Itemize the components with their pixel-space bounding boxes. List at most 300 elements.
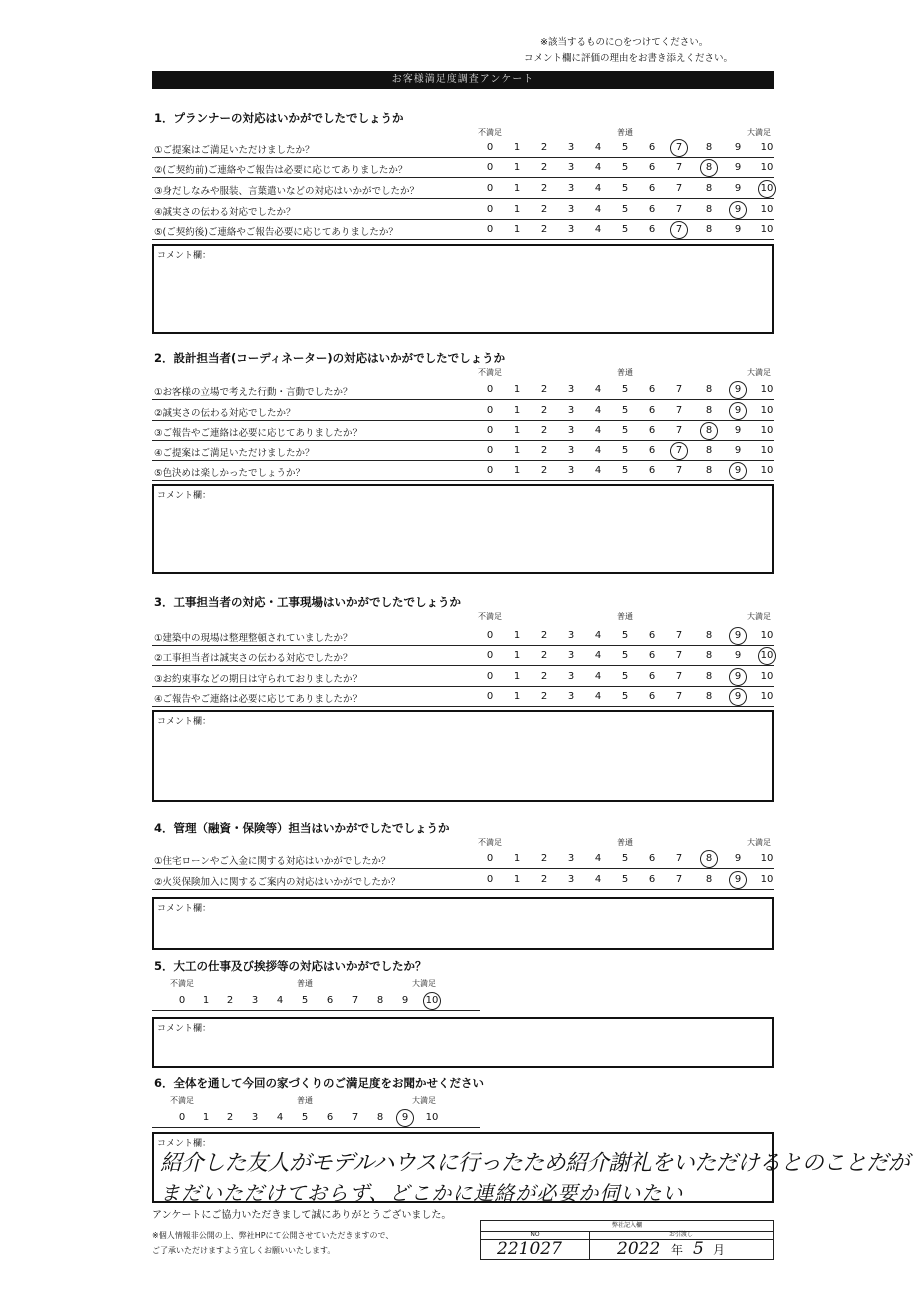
rating-option-7[interactable]: 7 bbox=[675, 204, 683, 215]
rating-option-4[interactable]: 4 bbox=[594, 691, 602, 702]
rating-option-9[interactable]: 9 bbox=[734, 384, 742, 395]
rating-option-0[interactable]: 0 bbox=[486, 384, 494, 395]
rating-option-5[interactable]: 5 bbox=[621, 691, 629, 702]
rating-option-8[interactable]: 8 bbox=[705, 224, 713, 235]
rating-option-4[interactable]: 4 bbox=[594, 465, 602, 476]
rating-option-3[interactable]: 3 bbox=[567, 691, 575, 702]
rating-option-10[interactable]: 10 bbox=[425, 995, 439, 1006]
section-2-comment-box[interactable] bbox=[152, 484, 774, 574]
rating-option-5[interactable]: 5 bbox=[301, 1112, 309, 1123]
rating-option-6[interactable]: 6 bbox=[326, 995, 334, 1006]
scale-high-label: 大満足 bbox=[747, 838, 771, 847]
scale-low-label: 不満足 bbox=[478, 368, 502, 377]
rating-option-2[interactable]: 2 bbox=[540, 465, 548, 476]
rating-option-2[interactable]: 2 bbox=[540, 204, 548, 215]
rating-option-8[interactable]: 8 bbox=[705, 162, 713, 173]
section-5-title: 5．大工の仕事及び挨拶等の対応はいかがでしたか？ bbox=[154, 959, 427, 973]
thanks-text: アンケートにご協力いただきまして誠にありがとうございました。 bbox=[152, 1210, 452, 1221]
rating-option-5[interactable]: 5 bbox=[621, 445, 629, 456]
scale-high-label: 大満足 bbox=[412, 979, 436, 988]
rating-option-0[interactable]: 0 bbox=[486, 183, 494, 194]
rating-option-5[interactable]: 5 bbox=[621, 384, 629, 395]
row-underline bbox=[152, 665, 774, 666]
rating-option-9[interactable]: 9 bbox=[734, 405, 742, 416]
section-5-comment-box[interactable] bbox=[152, 1017, 774, 1068]
rating-option-9[interactable]: 9 bbox=[734, 183, 742, 194]
rating-option-8[interactable]: 8 bbox=[705, 384, 713, 395]
rating-option-3[interactable]: 3 bbox=[567, 224, 575, 235]
rating-option-10[interactable]: 10 bbox=[760, 445, 774, 456]
comment-label: コメント欄： bbox=[157, 904, 212, 914]
rating-option-3[interactable]: 3 bbox=[567, 465, 575, 476]
rating-option-0[interactable]: 0 bbox=[486, 630, 494, 641]
rating-option-9[interactable]: 9 bbox=[734, 142, 742, 153]
row-underline bbox=[152, 239, 774, 240]
rating-option-10[interactable]: 10 bbox=[760, 874, 774, 885]
rating-option-10[interactable]: 10 bbox=[760, 425, 774, 436]
rating-option-0[interactable]: 0 bbox=[486, 142, 494, 153]
rating-option-9[interactable]: 9 bbox=[734, 204, 742, 215]
rating-option-6[interactable]: 6 bbox=[648, 465, 656, 476]
rating-option-8[interactable]: 8 bbox=[705, 671, 713, 682]
scale-mid-label: 普通 bbox=[617, 612, 633, 621]
rating-option-5[interactable]: 5 bbox=[621, 142, 629, 153]
selected-rating-circle bbox=[727, 400, 749, 422]
rating-option-0[interactable]: 0 bbox=[486, 204, 494, 215]
rating-option-10[interactable]: 10 bbox=[760, 162, 774, 173]
rating-option-8[interactable]: 8 bbox=[705, 853, 713, 864]
rating-option-1[interactable]: 1 bbox=[513, 650, 521, 661]
section-3-comment-box[interactable] bbox=[152, 710, 774, 802]
rating-option-7[interactable]: 7 bbox=[675, 650, 683, 661]
rating-option-3[interactable]: 3 bbox=[567, 142, 575, 153]
rating-option-3[interactable]: 3 bbox=[567, 853, 575, 864]
row-underline bbox=[152, 868, 774, 869]
rating-option-7[interactable]: 7 bbox=[675, 465, 683, 476]
comment-label: コメント欄： bbox=[157, 717, 212, 727]
rating-option-5[interactable]: 5 bbox=[621, 630, 629, 641]
office-box-month-unit: 月 bbox=[713, 1243, 726, 1257]
rating-option-4[interactable]: 4 bbox=[594, 671, 602, 682]
rating-option-6[interactable]: 6 bbox=[648, 405, 656, 416]
selected-rating-circle bbox=[668, 137, 690, 159]
rating-option-10[interactable]: 10 bbox=[760, 630, 774, 641]
question-label: ⑤(ご契約後)ご連絡やご報告必要に応じてありましたか？ bbox=[154, 227, 398, 238]
rating-option-7[interactable]: 7 bbox=[675, 405, 683, 416]
rating-option-1[interactable]: 1 bbox=[513, 465, 521, 476]
rating-option-8[interactable]: 8 bbox=[705, 183, 713, 194]
rating-option-10[interactable]: 10 bbox=[425, 1112, 439, 1123]
rating-option-10[interactable]: 10 bbox=[760, 142, 774, 153]
rating-option-4[interactable]: 4 bbox=[594, 142, 602, 153]
instruction-note-2: コメント欄に評価の理由をお書き添えください。 bbox=[524, 53, 734, 64]
office-box-no-header: NO bbox=[481, 1231, 590, 1240]
question-label: ③ご報告やご連絡は必要に応じてありましたか？ bbox=[154, 428, 363, 439]
rating-option-2[interactable]: 2 bbox=[540, 384, 548, 395]
rating-option-2[interactable]: 2 bbox=[540, 671, 548, 682]
question-label: ①お客様の立場で考えた行動・言動でしたか？ bbox=[154, 387, 353, 398]
scale-low-label: 不満足 bbox=[170, 1096, 194, 1105]
selected-rating-circle bbox=[727, 869, 749, 891]
rating-option-6[interactable]: 6 bbox=[648, 425, 656, 436]
rating-option-6[interactable]: 6 bbox=[648, 162, 656, 173]
rating-option-5[interactable]: 5 bbox=[621, 224, 629, 235]
scale-mid-label: 普通 bbox=[617, 368, 633, 377]
question-label: ②誠実さの伝わる対応でしたか？ bbox=[154, 408, 296, 419]
rating-option-0[interactable]: 0 bbox=[486, 224, 494, 235]
instruction-note-1: ※該当するものに○をつけてください。 bbox=[540, 37, 709, 48]
rating-option-2[interactable]: 2 bbox=[540, 445, 548, 456]
question-label: ⑤色決めは楽しかったでしょうか？ bbox=[154, 468, 306, 479]
rating-option-3[interactable]: 3 bbox=[567, 384, 575, 395]
rating-option-10[interactable]: 10 bbox=[760, 384, 774, 395]
rating-option-4[interactable]: 4 bbox=[594, 445, 602, 456]
scale-mid-label: 普通 bbox=[617, 128, 633, 137]
rating-option-4[interactable]: 4 bbox=[594, 162, 602, 173]
rating-option-1[interactable]: 1 bbox=[513, 162, 521, 173]
question-label: ②火災保険加入に関するご案内の対応はいかがでしたか？ bbox=[154, 877, 401, 888]
row-underline bbox=[152, 198, 774, 199]
rating-option-6[interactable]: 6 bbox=[648, 691, 656, 702]
row-underline bbox=[152, 219, 774, 220]
rating-option-7[interactable]: 7 bbox=[675, 445, 683, 456]
office-box-no-value: 221027 bbox=[497, 1239, 562, 1259]
rating-option-2[interactable]: 2 bbox=[540, 874, 548, 885]
scale-low-label: 不満足 bbox=[478, 128, 502, 137]
selected-rating-circle bbox=[698, 157, 720, 179]
row-underline bbox=[152, 460, 774, 461]
comment-label: コメント欄： bbox=[157, 251, 212, 261]
rating-option-7[interactable]: 7 bbox=[675, 874, 683, 885]
rating-option-3[interactable]: 3 bbox=[567, 183, 575, 194]
rating-option-2[interactable]: 2 bbox=[540, 630, 548, 641]
rating-option-6[interactable]: 6 bbox=[648, 650, 656, 661]
rating-option-10[interactable]: 10 bbox=[760, 183, 774, 194]
rating-option-8[interactable]: 8 bbox=[705, 874, 713, 885]
question-label: ③お約束事などの期日は守られておりましたか？ bbox=[154, 674, 363, 685]
rating-option-5[interactable]: 5 bbox=[301, 995, 309, 1006]
rating-option-8[interactable]: 8 bbox=[376, 1112, 384, 1123]
rating-option-10[interactable]: 10 bbox=[760, 650, 774, 661]
rating-option-9[interactable]: 9 bbox=[734, 874, 742, 885]
survey-banner: お客様満足度調査アンケート bbox=[152, 71, 774, 89]
rating-option-10[interactable]: 10 bbox=[760, 691, 774, 702]
rating-option-5[interactable]: 5 bbox=[621, 874, 629, 885]
question-label: ④ご提案はご満足いただけましたか？ bbox=[154, 448, 315, 459]
row-underline bbox=[152, 706, 774, 707]
selected-rating-circle bbox=[727, 379, 749, 401]
comment-label: コメント欄： bbox=[157, 1024, 212, 1034]
rating-option-1[interactable]: 1 bbox=[513, 691, 521, 702]
rating-option-3[interactable]: 3 bbox=[567, 162, 575, 173]
rating-option-8[interactable]: 8 bbox=[705, 142, 713, 153]
rating-option-7[interactable]: 7 bbox=[675, 425, 683, 436]
rating-option-7[interactable]: 7 bbox=[675, 162, 683, 173]
rating-option-7[interactable]: 7 bbox=[675, 142, 683, 153]
rating-option-2[interactable]: 2 bbox=[540, 691, 548, 702]
rating-option-3[interactable]: 3 bbox=[251, 1112, 259, 1123]
rating-option-3[interactable]: 3 bbox=[567, 650, 575, 661]
row-underline bbox=[152, 1127, 480, 1128]
rating-option-3[interactable]: 3 bbox=[567, 425, 575, 436]
selected-rating-circle bbox=[668, 219, 690, 241]
section-4-title: 4．管理（融資・保険等）担当はいかがでしたでしょうか bbox=[154, 821, 450, 835]
selected-rating-circle bbox=[727, 199, 749, 221]
office-box-divider bbox=[589, 1239, 590, 1259]
scale-high-label: 大満足 bbox=[747, 368, 771, 377]
rating-option-7[interactable]: 7 bbox=[675, 630, 683, 641]
rating-option-1[interactable]: 1 bbox=[513, 671, 521, 682]
selected-rating-circle bbox=[421, 990, 443, 1012]
rating-option-8[interactable]: 8 bbox=[376, 995, 384, 1006]
office-box-month: 5 bbox=[693, 1239, 704, 1259]
rating-option-5[interactable]: 5 bbox=[621, 162, 629, 173]
selected-rating-circle bbox=[394, 1107, 416, 1129]
rating-option-9[interactable]: 9 bbox=[734, 671, 742, 682]
question-label: ④ご報告やご連絡は必要に応じてありましたか？ bbox=[154, 694, 363, 705]
rating-option-1[interactable]: 1 bbox=[513, 630, 521, 641]
rating-option-8[interactable]: 8 bbox=[705, 650, 713, 661]
rating-option-10[interactable]: 10 bbox=[760, 405, 774, 416]
rating-option-0[interactable]: 0 bbox=[486, 874, 494, 885]
question-label: ④誠実さの伝わる対応でしたか？ bbox=[154, 207, 296, 218]
rating-option-2[interactable]: 2 bbox=[540, 650, 548, 661]
rating-option-9[interactable]: 9 bbox=[401, 995, 409, 1006]
rating-option-4[interactable]: 4 bbox=[594, 384, 602, 395]
rating-option-1[interactable]: 1 bbox=[202, 1112, 210, 1123]
rating-option-10[interactable]: 10 bbox=[760, 204, 774, 215]
rating-option-9[interactable]: 9 bbox=[401, 1112, 409, 1123]
scale-mid-label: 普通 bbox=[617, 838, 633, 847]
rating-option-1[interactable]: 1 bbox=[513, 142, 521, 153]
rating-option-9[interactable]: 9 bbox=[734, 445, 742, 456]
scale-low-label: 不満足 bbox=[478, 838, 502, 847]
rating-option-6[interactable]: 6 bbox=[648, 204, 656, 215]
office-box-delivery-header: お引渡し bbox=[589, 1231, 773, 1240]
handwritten-comment-line-1: 紹介した友人がモデルハウスに行ったため紹介謝礼をいただけるとのことだが bbox=[160, 1151, 910, 1176]
rating-option-7[interactable]: 7 bbox=[675, 183, 683, 194]
rating-option-0[interactable]: 0 bbox=[178, 995, 186, 1006]
scale-low-label: 不満足 bbox=[478, 612, 502, 621]
rating-option-1[interactable]: 1 bbox=[513, 204, 521, 215]
rating-option-6[interactable]: 6 bbox=[326, 1112, 334, 1123]
rating-option-10[interactable]: 10 bbox=[760, 671, 774, 682]
rating-option-3[interactable]: 3 bbox=[567, 630, 575, 641]
rating-option-5[interactable]: 5 bbox=[621, 650, 629, 661]
section-1-title: 1．プランナーの対応はいかがでしたでしょうか bbox=[154, 111, 404, 125]
rating-option-1[interactable]: 1 bbox=[513, 405, 521, 416]
rating-option-0[interactable]: 0 bbox=[486, 445, 494, 456]
selected-rating-circle bbox=[698, 420, 720, 442]
rating-option-4[interactable]: 4 bbox=[594, 650, 602, 661]
rating-option-4[interactable]: 4 bbox=[594, 204, 602, 215]
comment-label: コメント欄： bbox=[157, 1139, 212, 1149]
rating-option-4[interactable]: 4 bbox=[594, 874, 602, 885]
row-underline bbox=[152, 399, 774, 400]
selected-rating-circle bbox=[756, 645, 778, 667]
rating-option-1[interactable]: 1 bbox=[202, 995, 210, 1006]
rating-option-10[interactable]: 10 bbox=[760, 465, 774, 476]
rating-option-0[interactable]: 0 bbox=[486, 853, 494, 864]
rating-option-3[interactable]: 3 bbox=[567, 671, 575, 682]
rating-option-4[interactable]: 4 bbox=[594, 425, 602, 436]
rating-option-9[interactable]: 9 bbox=[734, 853, 742, 864]
rating-option-0[interactable]: 0 bbox=[486, 405, 494, 416]
rating-option-6[interactable]: 6 bbox=[648, 630, 656, 641]
rating-option-9[interactable]: 9 bbox=[734, 425, 742, 436]
rating-option-9[interactable]: 9 bbox=[734, 630, 742, 641]
rating-option-4[interactable]: 4 bbox=[594, 405, 602, 416]
selected-rating-circle bbox=[727, 666, 749, 688]
rating-option-9[interactable]: 9 bbox=[734, 465, 742, 476]
office-box-year-unit: 年 bbox=[671, 1243, 684, 1257]
rating-option-1[interactable]: 1 bbox=[513, 853, 521, 864]
office-use-box bbox=[480, 1220, 774, 1260]
question-label: ①ご提案はご満足いただけましたか？ bbox=[154, 145, 315, 156]
rating-option-5[interactable]: 5 bbox=[621, 465, 629, 476]
rating-option-0[interactable]: 0 bbox=[486, 650, 494, 661]
rating-option-4[interactable]: 4 bbox=[594, 183, 602, 194]
rating-option-5[interactable]: 5 bbox=[621, 405, 629, 416]
rating-option-4[interactable]: 4 bbox=[276, 995, 284, 1006]
rating-option-8[interactable]: 8 bbox=[705, 204, 713, 215]
rating-option-9[interactable]: 9 bbox=[734, 224, 742, 235]
rating-option-2[interactable]: 2 bbox=[226, 995, 234, 1006]
rating-option-6[interactable]: 6 bbox=[648, 671, 656, 682]
rating-option-0[interactable]: 0 bbox=[486, 162, 494, 173]
scale-high-label: 大満足 bbox=[747, 128, 771, 137]
rating-option-2[interactable]: 2 bbox=[540, 142, 548, 153]
rating-option-0[interactable]: 0 bbox=[178, 1112, 186, 1123]
row-underline bbox=[152, 686, 774, 687]
handwritten-comment-line-2: まだいただけておらず、どこかに連絡が必要か伺いたい bbox=[160, 1181, 684, 1205]
privacy-note-2: ご了承いただけますよう宜しくお願いいたします。 bbox=[152, 1246, 336, 1255]
rating-option-7[interactable]: 7 bbox=[675, 853, 683, 864]
rating-option-4[interactable]: 4 bbox=[594, 224, 602, 235]
question-label: ②(ご契約前)ご連絡やご報告は必要に応じてありましたか？ bbox=[154, 165, 408, 176]
rating-option-2[interactable]: 2 bbox=[540, 224, 548, 235]
question-label: ①建築中の現場は整理整頓されていましたか？ bbox=[154, 633, 353, 644]
section-2-title: 2．設計担当者(コーディネーター)の対応はいかがでしたでしょうか bbox=[154, 351, 506, 365]
selected-rating-circle bbox=[727, 625, 749, 647]
question-label: ③身だしなみや服装、言葉遣いなどの対応はいかがでしたか？ bbox=[154, 186, 420, 197]
rating-option-8[interactable]: 8 bbox=[705, 630, 713, 641]
rating-option-2[interactable]: 2 bbox=[540, 183, 548, 194]
rating-option-9[interactable]: 9 bbox=[734, 691, 742, 702]
selected-rating-circle bbox=[727, 686, 749, 708]
office-box-title: 弊社記入欄 bbox=[481, 1221, 773, 1232]
rating-option-8[interactable]: 8 bbox=[705, 691, 713, 702]
selected-rating-circle bbox=[668, 440, 690, 462]
rating-option-7[interactable]: 7 bbox=[351, 995, 359, 1006]
rating-option-6[interactable]: 6 bbox=[648, 384, 656, 395]
rating-option-5[interactable]: 5 bbox=[621, 853, 629, 864]
rating-option-6[interactable]: 6 bbox=[648, 853, 656, 864]
rating-option-0[interactable]: 0 bbox=[486, 671, 494, 682]
comment-label: コメント欄： bbox=[157, 491, 212, 501]
question-label: ①住宅ローンやご入金に関する対応はいかがでしたか？ bbox=[154, 856, 391, 867]
rating-option-6[interactable]: 6 bbox=[648, 142, 656, 153]
privacy-note-1: ※個人情報非公開の上、弊社HPにて公開させていただきますので、 bbox=[152, 1231, 394, 1240]
rating-option-1[interactable]: 1 bbox=[513, 224, 521, 235]
rating-option-2[interactable]: 2 bbox=[540, 405, 548, 416]
rating-option-8[interactable]: 8 bbox=[705, 405, 713, 416]
rating-option-2[interactable]: 2 bbox=[540, 853, 548, 864]
rating-option-10[interactable]: 10 bbox=[760, 224, 774, 235]
row-underline bbox=[152, 889, 774, 890]
rating-option-0[interactable]: 0 bbox=[486, 465, 494, 476]
rating-option-7[interactable]: 7 bbox=[675, 671, 683, 682]
office-box-year: 2022 bbox=[617, 1239, 661, 1259]
rating-option-0[interactable]: 0 bbox=[486, 425, 494, 436]
rating-option-1[interactable]: 1 bbox=[513, 183, 521, 194]
rating-option-9[interactable]: 9 bbox=[734, 162, 742, 173]
rating-option-4[interactable]: 4 bbox=[594, 630, 602, 641]
scale-mid-label: 普通 bbox=[297, 1096, 313, 1105]
section-1-comment-box[interactable] bbox=[152, 244, 774, 334]
rating-option-3[interactable]: 3 bbox=[567, 405, 575, 416]
rating-option-5[interactable]: 5 bbox=[621, 425, 629, 436]
rating-option-3[interactable]: 3 bbox=[251, 995, 259, 1006]
rating-option-2[interactable]: 2 bbox=[226, 1112, 234, 1123]
rating-option-7[interactable]: 7 bbox=[675, 384, 683, 395]
row-underline bbox=[152, 480, 774, 481]
rating-option-9[interactable]: 9 bbox=[734, 650, 742, 661]
rating-option-8[interactable]: 8 bbox=[705, 425, 713, 436]
rating-option-6[interactable]: 6 bbox=[648, 183, 656, 194]
selected-rating-circle bbox=[698, 848, 720, 870]
rating-option-5[interactable]: 5 bbox=[621, 671, 629, 682]
rating-option-10[interactable]: 10 bbox=[760, 853, 774, 864]
scale-low-label: 不満足 bbox=[170, 979, 194, 988]
selected-rating-circle bbox=[756, 178, 778, 200]
rating-option-3[interactable]: 3 bbox=[567, 204, 575, 215]
rating-option-1[interactable]: 1 bbox=[513, 384, 521, 395]
rating-option-7[interactable]: 7 bbox=[675, 691, 683, 702]
rating-option-4[interactable]: 4 bbox=[594, 853, 602, 864]
rating-option-1[interactable]: 1 bbox=[513, 874, 521, 885]
scale-mid-label: 普通 bbox=[297, 979, 313, 988]
rating-option-0[interactable]: 0 bbox=[486, 691, 494, 702]
section-4-comment-box[interactable] bbox=[152, 897, 774, 950]
row-underline bbox=[152, 440, 774, 441]
section-3-title: 3．工事担当者の対応・工事現場はいかがでしたでしょうか bbox=[154, 595, 461, 609]
rating-option-2[interactable]: 2 bbox=[540, 425, 548, 436]
row-underline bbox=[152, 645, 774, 646]
rating-option-2[interactable]: 2 bbox=[540, 162, 548, 173]
rating-option-7[interactable]: 7 bbox=[675, 224, 683, 235]
selected-rating-circle bbox=[727, 460, 749, 482]
section-6-title: 6．全体を通して今回の家づくりのご満足度をお聞かせください bbox=[154, 1076, 484, 1090]
rating-option-4[interactable]: 4 bbox=[276, 1112, 284, 1123]
rating-option-1[interactable]: 1 bbox=[513, 445, 521, 456]
rating-option-5[interactable]: 5 bbox=[621, 204, 629, 215]
rating-option-6[interactable]: 6 bbox=[648, 874, 656, 885]
rating-option-6[interactable]: 6 bbox=[648, 224, 656, 235]
rating-option-5[interactable]: 5 bbox=[621, 183, 629, 194]
row-underline bbox=[152, 157, 774, 158]
row-underline bbox=[152, 177, 774, 178]
rating-option-7[interactable]: 7 bbox=[351, 1112, 359, 1123]
rating-option-3[interactable]: 3 bbox=[567, 874, 575, 885]
rating-option-8[interactable]: 8 bbox=[705, 465, 713, 476]
question-label: ②工事担当者は誠実さの伝わる対応でしたか？ bbox=[154, 653, 353, 664]
rating-option-1[interactable]: 1 bbox=[513, 425, 521, 436]
scale-high-label: 大満足 bbox=[412, 1096, 436, 1105]
rating-option-8[interactable]: 8 bbox=[705, 445, 713, 456]
rating-option-6[interactable]: 6 bbox=[648, 445, 656, 456]
rating-option-3[interactable]: 3 bbox=[567, 445, 575, 456]
